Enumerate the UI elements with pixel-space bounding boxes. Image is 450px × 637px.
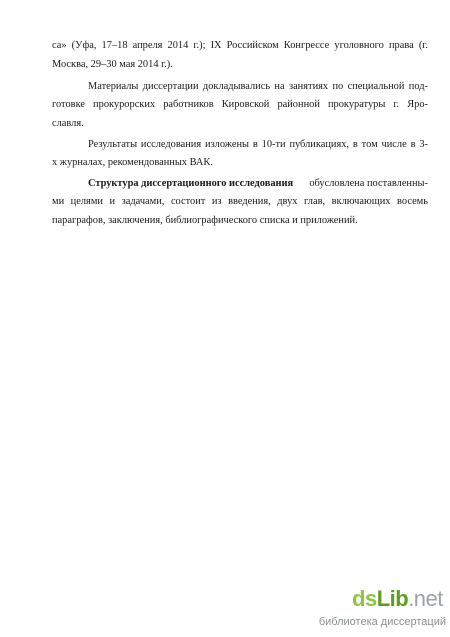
logo-net: .net (408, 586, 443, 611)
structure-heading: Структура диссертационного исследования (88, 178, 294, 189)
text-line-1: са» (Уфа, 17–18 апреля 2014 г.); IX Российском Конгрессе уголовного права (г. (52, 40, 428, 51)
text-line-2: Москва, 29–30 мая 2014 г.). (52, 59, 173, 70)
text-line-5: славля. (52, 118, 84, 129)
structure-text: обусловлена поставленны- (309, 178, 428, 189)
logo-lib: Lib (376, 586, 409, 611)
text-line-8 (88, 177, 428, 190)
text-line-10: параграфов, заключения, библиографического списка и приложений. (52, 215, 358, 226)
logo-ds: ds (352, 586, 377, 611)
text-line-4: готовке прокурорских работников Кировской районной прокуратуры г. Яро- (52, 99, 428, 110)
text-line-7: х журналах, рекомендованных ВАК. (52, 157, 213, 168)
dslib-watermark[interactable] (318, 586, 448, 634)
dslib-logo (352, 586, 443, 612)
text-line-9: ми целями и задачами, состоит из введения, двух глав, включающих восемь (52, 196, 428, 207)
watermark-subtitle: библиотека диссертаций (318, 616, 446, 628)
text-line-3: Материалы диссертации докладывались на занятиях по специальной под- (88, 81, 428, 92)
text-line-6: Результаты исследования изложены в 10-ти публикациях, в том числе в 3- (88, 139, 428, 150)
